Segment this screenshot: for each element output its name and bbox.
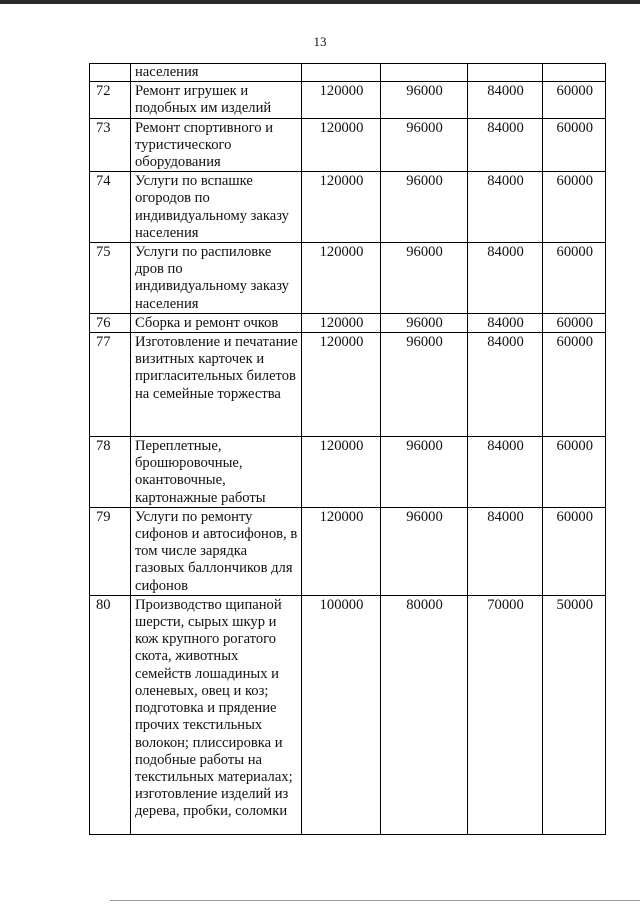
cell-value: 120000 bbox=[302, 243, 381, 314]
cell-value: 96000 bbox=[381, 243, 468, 314]
cell-value: 50000 bbox=[543, 595, 606, 834]
cell-value: 84000 bbox=[468, 82, 543, 118]
cell-name: Переплетные, брошюровочные, окантовочные, картонажные работы bbox=[131, 437, 302, 508]
cell-name: населения bbox=[131, 64, 302, 82]
cell-name: Сборка и ремонт очков bbox=[131, 313, 302, 332]
cell-name: Услуги по ремонту сифонов и автосифонов, в том числе зарядка газовых баллончиков для сифонов bbox=[131, 507, 302, 595]
table-row bbox=[90, 243, 606, 314]
cell-value: 60000 bbox=[543, 507, 606, 595]
cell-value: 60000 bbox=[543, 118, 606, 172]
cell-number: 76 bbox=[90, 313, 131, 332]
cell-value bbox=[543, 64, 606, 82]
cell-name: Ремонт спортивного и туристического оборудования bbox=[131, 118, 302, 172]
cell-value: 96000 bbox=[381, 118, 468, 172]
cell-value: 120000 bbox=[302, 313, 381, 332]
cell-value: 60000 bbox=[543, 333, 606, 437]
scan-top-edge bbox=[0, 0, 640, 4]
tariff-table bbox=[89, 63, 606, 835]
cell-name: Изготовление и печатание визитных карточек и пригласительных билетов на семейные торжества bbox=[131, 333, 302, 437]
cell-value: 120000 bbox=[302, 507, 381, 595]
table-row bbox=[90, 172, 606, 243]
continuation-row bbox=[90, 64, 606, 82]
cell-value: 96000 bbox=[381, 507, 468, 595]
cell-number: 74 bbox=[90, 172, 131, 243]
cell-value: 120000 bbox=[302, 172, 381, 243]
cell-value: 60000 bbox=[543, 437, 606, 508]
cell-value: 84000 bbox=[468, 313, 543, 332]
cell-name: Ремонт игрушек и подобных им изделий bbox=[131, 82, 302, 118]
cell-number: 72 bbox=[90, 82, 131, 118]
cell-value: 96000 bbox=[381, 313, 468, 332]
scan-bottom-edge bbox=[110, 900, 640, 901]
cell-name: Производство щипаной шерсти, сырых шкур и кож крупного рогатого скота, животных семейств лошадиных и оленевых, овец и коз; подготовка и прядение прочих текстильных волокон; плиссировка и подобные работы на текстильных материалах; изготовление изделий из дерева, пробки, соломки bbox=[131, 595, 302, 834]
cell-value: 84000 bbox=[468, 118, 543, 172]
cell-value: 60000 bbox=[543, 313, 606, 332]
cell-value: 96000 bbox=[381, 82, 468, 118]
table-row bbox=[90, 82, 606, 118]
cell-value bbox=[302, 64, 381, 82]
cell-value: 70000 bbox=[468, 595, 543, 834]
cell-number: 80 bbox=[90, 595, 131, 834]
cell-number: 78 bbox=[90, 437, 131, 508]
table-row bbox=[90, 118, 606, 172]
cell-value: 84000 bbox=[468, 243, 543, 314]
cell-value: 100000 bbox=[302, 595, 381, 834]
cell-value: 96000 bbox=[381, 437, 468, 508]
cell-number: 73 bbox=[90, 118, 131, 172]
cell-value: 60000 bbox=[543, 172, 606, 243]
cell-name: Услуги по распиловке дров по индивидуальному заказу населения bbox=[131, 243, 302, 314]
cell-number: 75 bbox=[90, 243, 131, 314]
cell-value bbox=[468, 64, 543, 82]
cell-value: 84000 bbox=[468, 507, 543, 595]
cell-value: 80000 bbox=[381, 595, 468, 834]
table-row bbox=[90, 333, 606, 437]
table-row bbox=[90, 595, 606, 834]
cell-value: 120000 bbox=[302, 118, 381, 172]
cell-value: 96000 bbox=[381, 172, 468, 243]
cell-value: 84000 bbox=[468, 333, 543, 437]
cell-value: 60000 bbox=[543, 243, 606, 314]
cell-value: 120000 bbox=[302, 333, 381, 437]
cell-number: 79 bbox=[90, 507, 131, 595]
cell-name: Услуги по вспашке огородов по индивидуальному заказу населения bbox=[131, 172, 302, 243]
cell-value: 84000 bbox=[468, 437, 543, 508]
cell-number: 77 bbox=[90, 333, 131, 437]
page-number: 13 bbox=[313, 34, 327, 49]
table-row bbox=[90, 313, 606, 332]
cell-value: 60000 bbox=[543, 82, 606, 118]
cell-value: 120000 bbox=[302, 437, 381, 508]
cell-value bbox=[381, 64, 468, 82]
cell-number bbox=[90, 64, 131, 82]
cell-value: 120000 bbox=[302, 82, 381, 118]
table-row bbox=[90, 437, 606, 508]
table-row bbox=[90, 507, 606, 595]
cell-value: 96000 bbox=[381, 333, 468, 437]
cell-value: 84000 bbox=[468, 172, 543, 243]
